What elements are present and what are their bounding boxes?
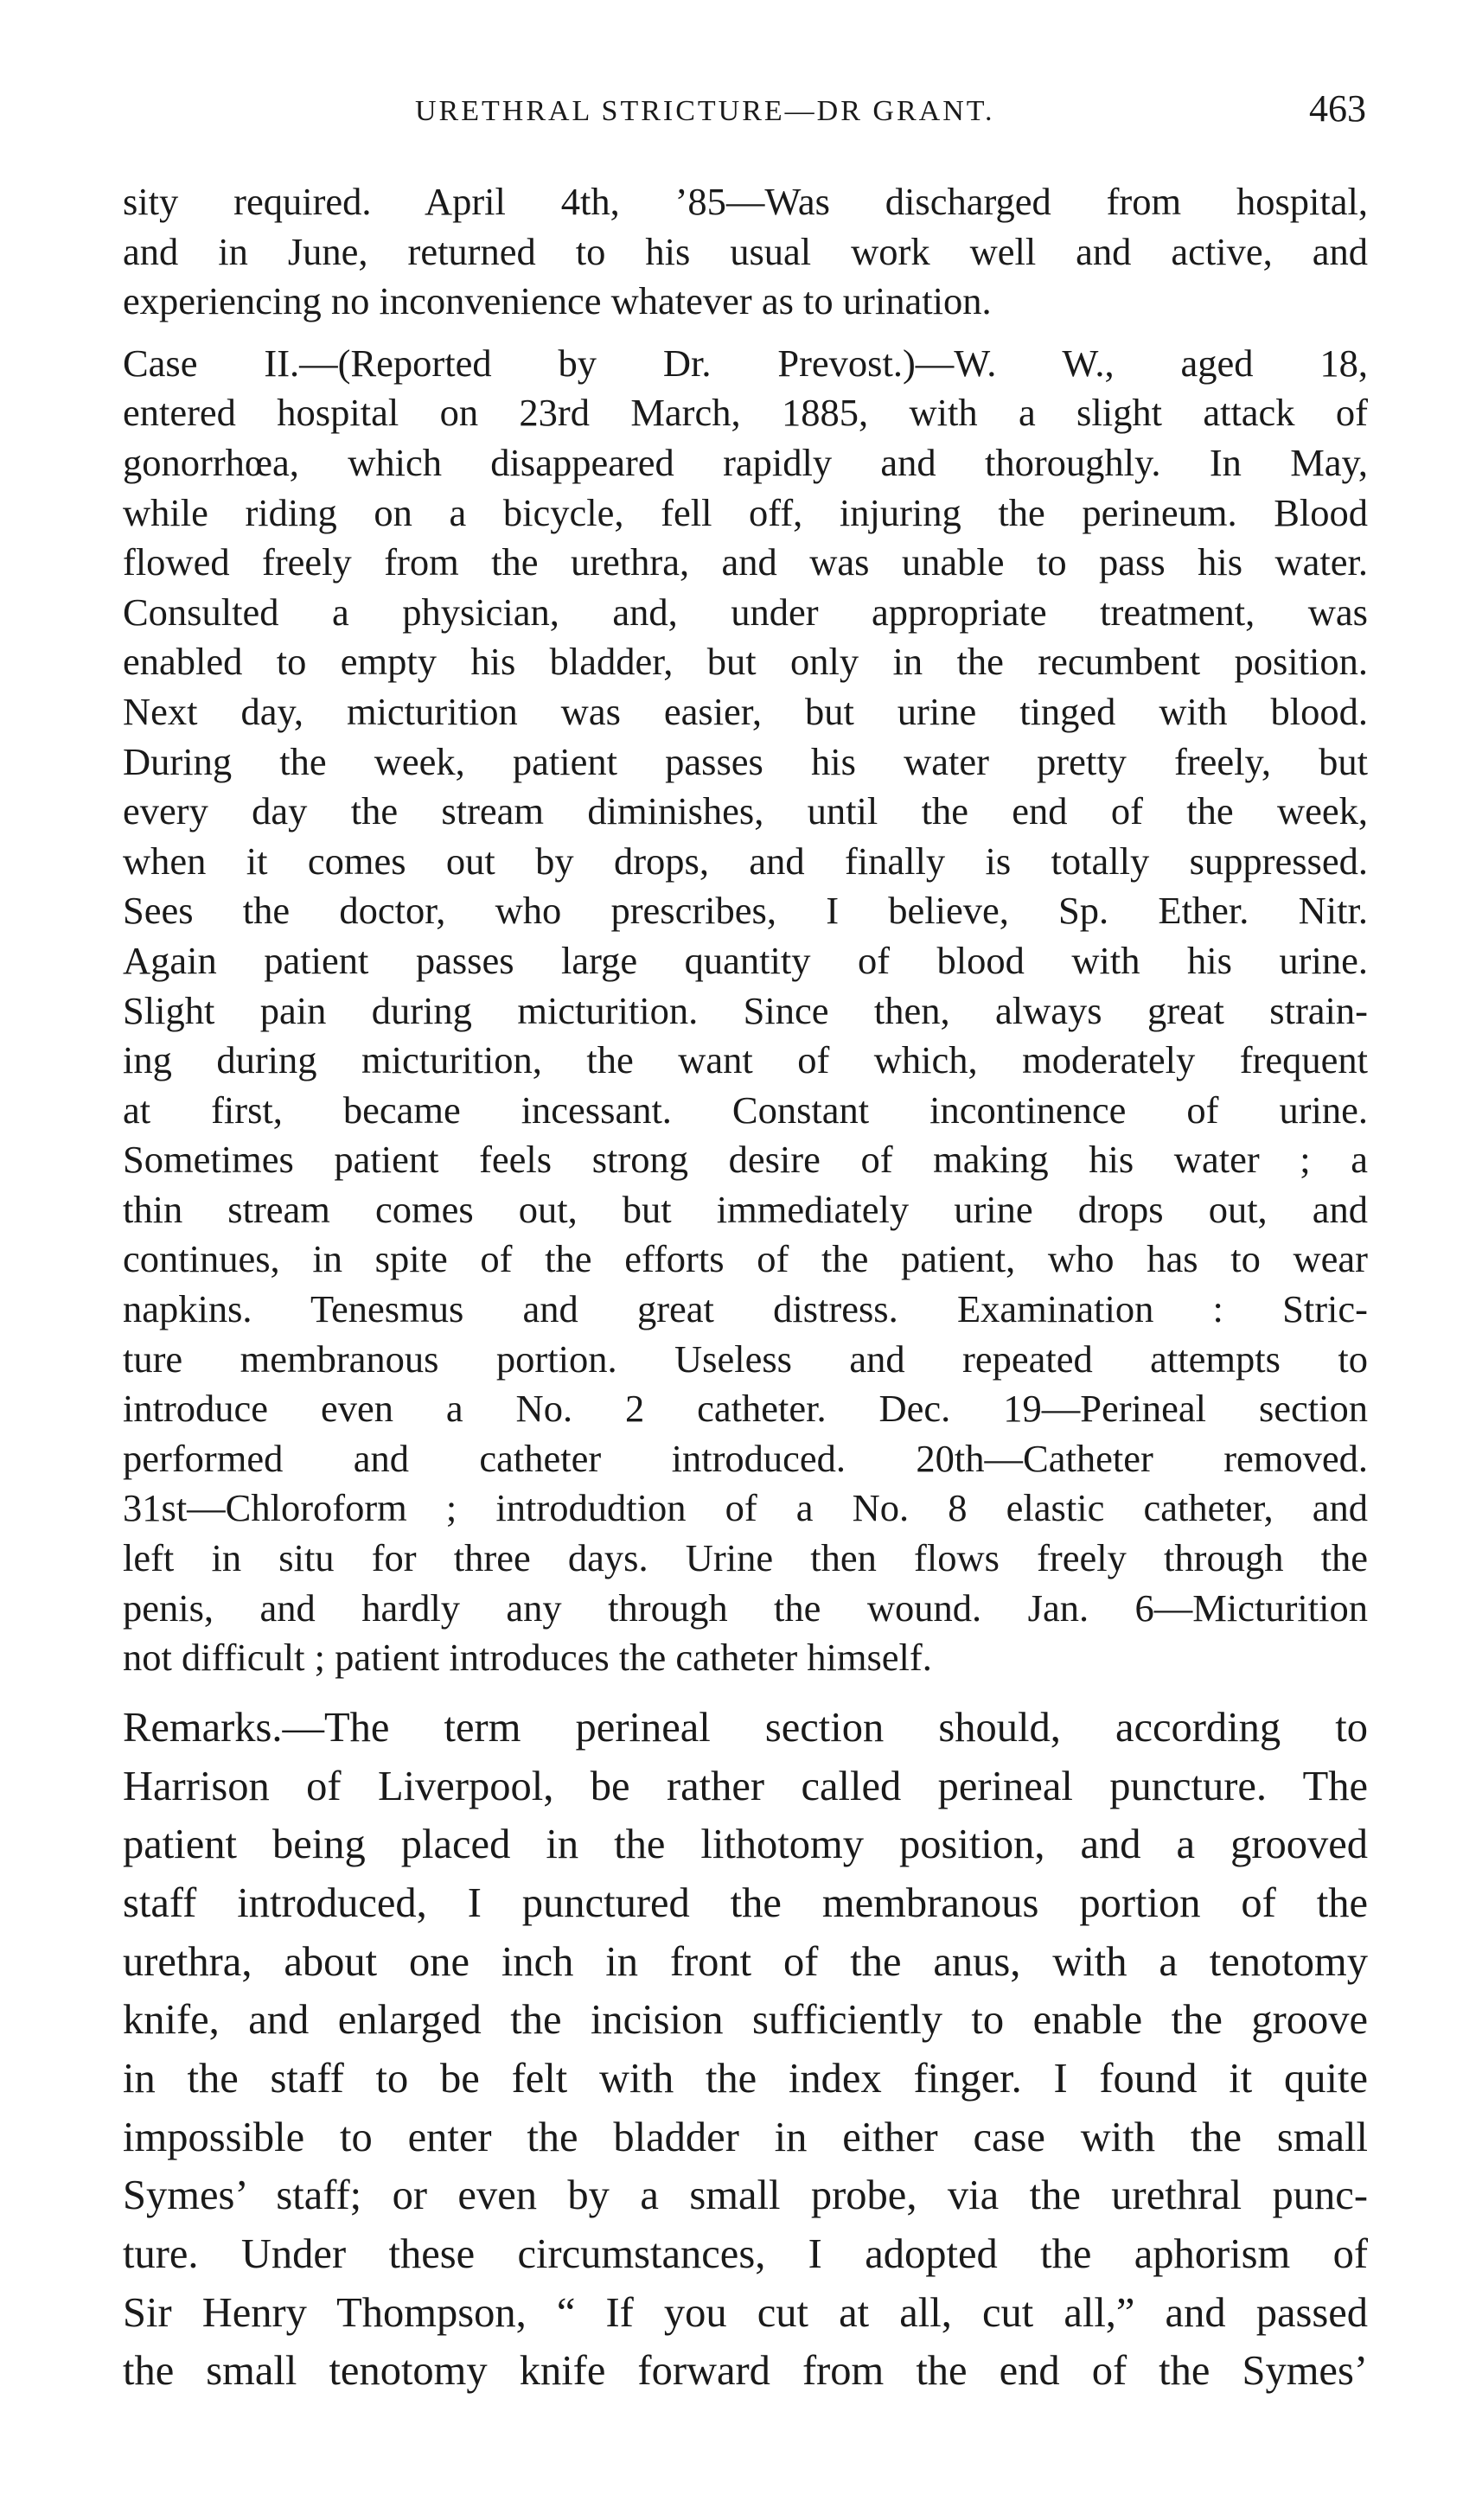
text-line: introduce even a No. 2 catheter. Dec. 19—Perineal section	[123, 1387, 1368, 1431]
text-line: napkins. Tenesmus and great distress. Examination : Stric-	[123, 1287, 1368, 1331]
text-line: flowed freely from the urethra, and was unable to pass his water.	[123, 540, 1368, 584]
text-line: while riding on a bicycle, fell off, injuring the perineum. Blood	[123, 490, 1368, 534]
text-line: sity required. April 4th, ’85—Was discharged from hospital,	[123, 180, 1368, 223]
text-line: at first, became incessant. Constant incontinence of urine.	[123, 1088, 1368, 1132]
text-line: Sometimes patient feels strong desire of making his water ; a	[123, 1138, 1368, 1182]
text-line: staff introduced, I punctured the membranous portion of the	[123, 1879, 1368, 1926]
text-line: Harrison of Liverpool, be rather called perineal puncture. The	[123, 1763, 1368, 1809]
text-line: Sees the doctor, who prescribes, I believe, Sp. Ether. Nitr.	[123, 889, 1368, 933]
text-line: Remarks.—The term perineal section should, according to	[123, 1704, 1368, 1751]
text-line: penis, and hardly any through the wound. Jan. 6—Micturition	[123, 1585, 1368, 1630]
body-text	[123, 177, 1368, 2401]
text-line: knife, and enlarged the incision sufficiently to enable the groove	[123, 1997, 1368, 2044]
text-line: ture. Under these circumstances, I adopted the aphorism of	[123, 2231, 1368, 2277]
text-line: every day the stream diminishes, until the end of the week,	[123, 789, 1368, 833]
paragraph-case-report	[123, 339, 1368, 1683]
text-line: in the staff to be felt with the index finger. I found it quite	[123, 2055, 1368, 2102]
text-line: not difficult ; patient introduces the catheter himself.	[123, 1636, 932, 1680]
text-line: Consulted a physician, and, under appropriate treatment, was	[123, 590, 1368, 634]
text-line: gonorrhœa, which disappeared rapidly and thoroughly. In May,	[123, 440, 1368, 484]
page-header	[130, 86, 1366, 138]
text-line: Again patient passes large quantity of blood with his urine.	[123, 938, 1368, 982]
text-line: Symes’ staff; or even by a small probe, via the urethral punc-	[123, 2172, 1368, 2219]
text-line: thin stream comes out, but immediately urine drops out, and	[123, 1187, 1368, 1231]
paragraph-remarks	[123, 1699, 1368, 2401]
page-number: 463	[1309, 87, 1366, 130]
text-line: the small tenotomy knife forward from the end of the Symes’	[123, 2348, 1368, 2395]
text-line: and in June, returned to his usual work well and active, and	[123, 229, 1368, 273]
text-line: impossible to enter the bladder in either case with the small	[123, 2114, 1368, 2160]
text-line: when it comes out by drops, and finally is totally suppressed.	[123, 839, 1368, 883]
text-line: entered hospital on 23rd March, 1885, with a slight attack of	[123, 391, 1368, 435]
running-head: URETHRAL STRICTURE—DR GRANT.	[415, 95, 995, 127]
text-line: ing during micturition, the want of which, moderately frequent	[123, 1038, 1368, 1082]
text-line: enabled to empty his bladder, but only in the recumbent position.	[123, 640, 1368, 684]
text-line: During the week, patient passes his water pretty freely, but	[123, 739, 1368, 783]
text-line: 31st—Chloroform ; introdudtion of a No. 8 elastic catheter, and	[123, 1486, 1368, 1530]
text-line: Case II.—(Reported by Dr. Prevost.)—W. W., aged 18,	[123, 341, 1368, 385]
text-line: continues, in spite of the efforts of the patient, who has to wear	[123, 1237, 1368, 1281]
text-line: performed and catheter introduced. 20th—Catheter removed.	[123, 1436, 1368, 1480]
text-line: Slight pain during micturition. Since then, always great strain-	[123, 988, 1368, 1032]
text-line: left in situ for three days. Urine then flows freely through the	[123, 1536, 1368, 1580]
text-line: experiencing no inconvenience whatever as to urination.	[123, 279, 992, 323]
paragraph-continuation	[123, 177, 1368, 327]
text-line: ture membranous portion. Useless and repeated attempts to	[123, 1337, 1368, 1381]
text-line: Next day, micturition was easier, but urine tinged with blood.	[123, 689, 1368, 733]
text-line: Sir Henry Thompson, “ If you cut at all, cut all,” and passed	[123, 2289, 1368, 2336]
text-line: urethra, about one inch in front of the anus, with a tenotomy	[123, 1938, 1368, 1985]
text-line: patient being placed in the lithotomy position, and a grooved	[123, 1821, 1368, 1868]
